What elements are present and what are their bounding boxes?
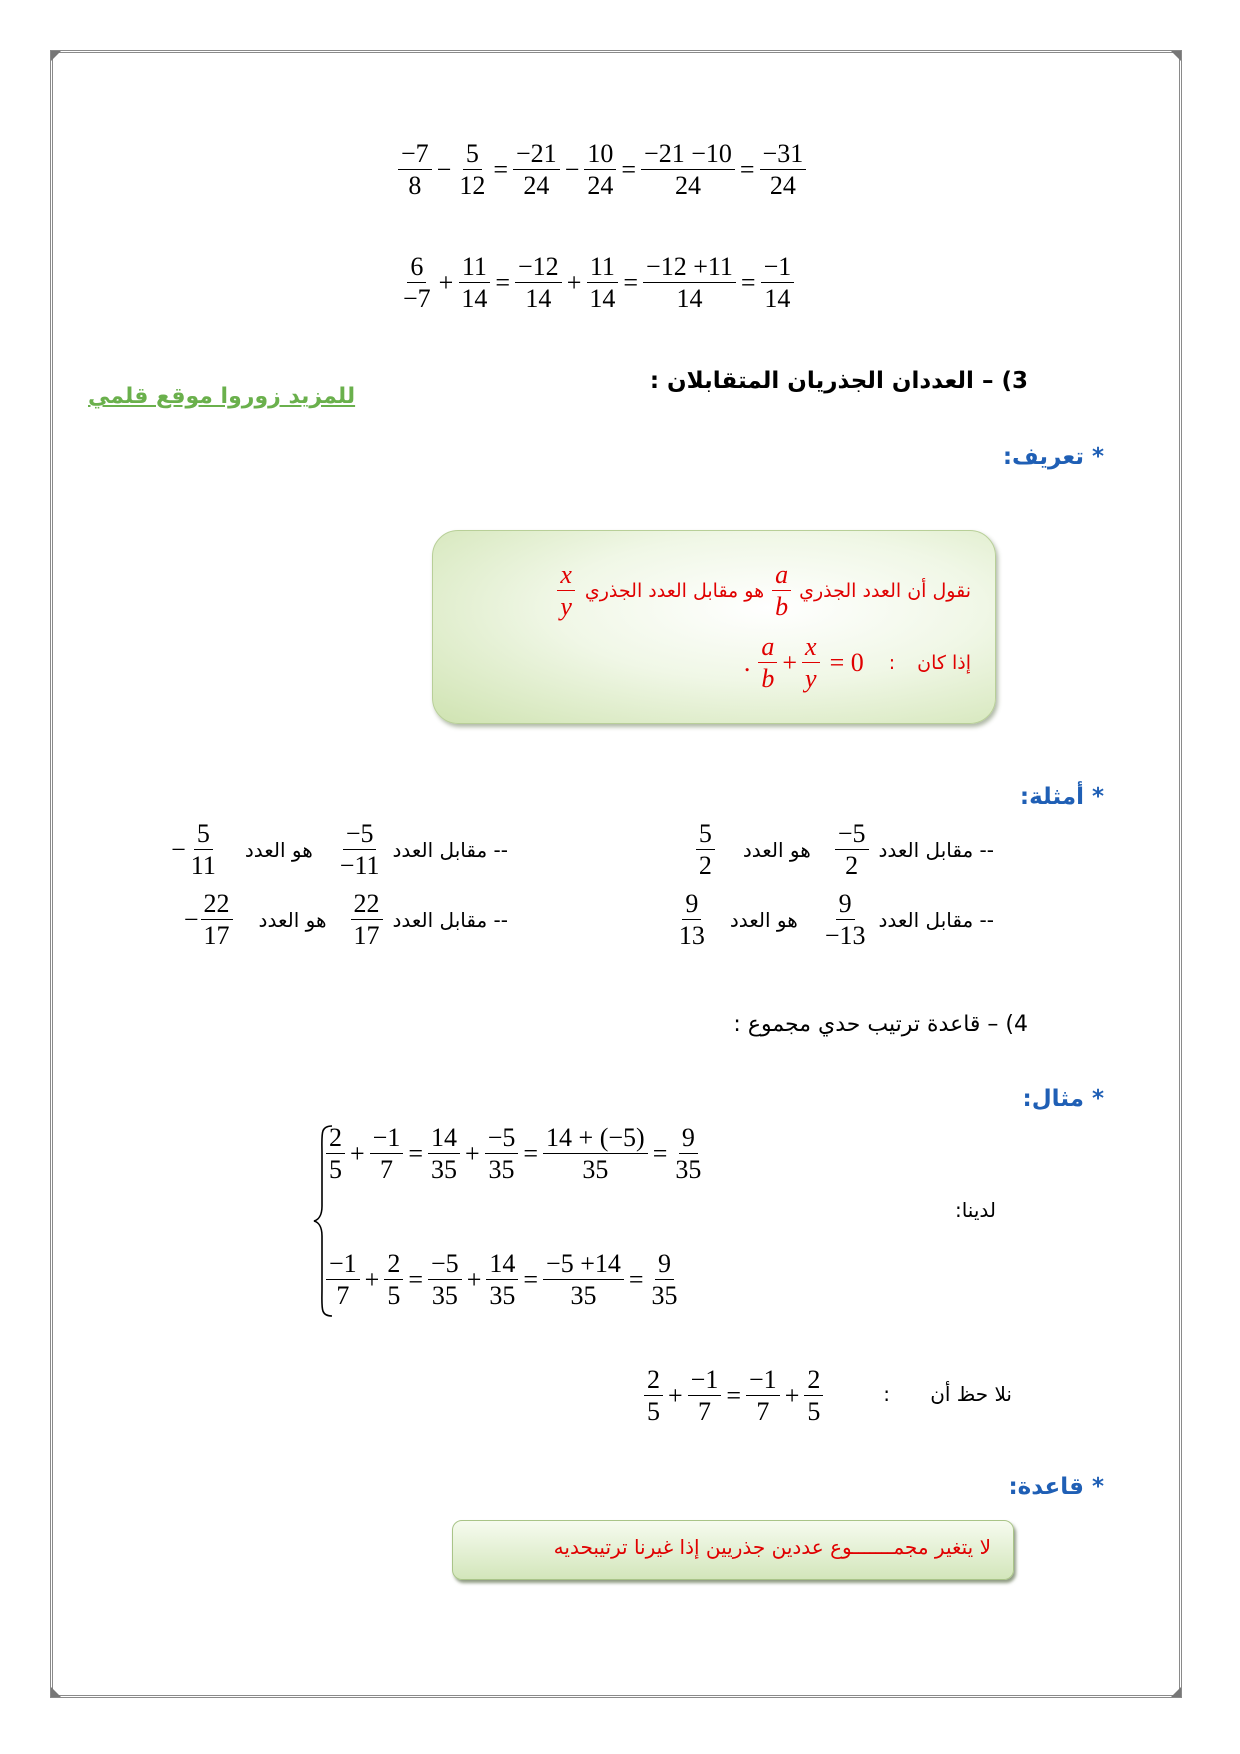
example-opposite-1: -- مقابل العدد $\frac{-5}{2}$ هو العدد $\frac{5}{2}$: [694, 820, 994, 880]
fraction: $\frac{2}{5}$: [384, 1250, 403, 1310]
fraction: $\frac{-1}{7}$: [326, 1250, 360, 1310]
definition-condition: . $\frac{a}{b}$ + $\frac{x}{y}$ = 0: [743, 632, 864, 694]
equation-fraction-subtraction: $\frac{-7}{8}$ − $\frac{5}{12}$ = $\frac{-21}{24}$ − $\frac{10}{24}$ = $\frac{-21 -10}{24}$ = $\frac{-31}{24}$: [396, 140, 808, 200]
notice-colon: :: [883, 1382, 890, 1406]
section-3-title: 3) – العددان الجذريان المتقابلان :: [649, 368, 1028, 394]
fraction-x-over-y: $\frac{x}{y}$: [802, 633, 820, 693]
equation-fraction-addition: $\frac{6}{-7}$ + $\frac{11}{14}$ = $\frac{-12}{14}$ + $\frac{11}{14}$ = $\frac{-12 +11}{14}$ = $\frac{-1}{14}$: [398, 253, 796, 313]
fraction: $\frac{-1}{7}$: [746, 1366, 780, 1426]
examples-label: * أمثلة:: [1019, 784, 1104, 810]
notice-label: نلا حظ أن: [930, 1382, 1012, 1406]
example-opposite-4: -- مقابل العدد $\frac{22}{17}$ هو العدد − $\frac{22}{17}$: [183, 889, 508, 951]
fraction: $\frac{10}{24}$: [584, 140, 616, 200]
fraction: $\frac{5}{2}$: [696, 820, 715, 880]
fraction-a-over-b: $\frac{a}{b}$: [758, 633, 777, 693]
fraction: $\frac{-5}{35}$: [485, 1124, 519, 1184]
fraction: $\frac{6}{-7}$: [403, 252, 431, 314]
promo-link[interactable]: للمزيد زوروا موقع قلمي: [88, 384, 356, 409]
definition-label: * تعريف:: [1002, 444, 1104, 470]
corner-ornament: [51, 1687, 61, 1697]
system-equation-2: $\frac{-1}{7}$ + $\frac{2}{5}$ = $\frac{-5}{35}$ + $\frac{14}{35}$ = $\frac{-5 +14}{35}$ = $\frac{9}{35}$: [324, 1250, 683, 1310]
fraction: $\frac{-21}{24}$: [513, 140, 560, 200]
fraction: $\frac{2}{5}$: [644, 1366, 663, 1426]
fraction: $\frac{-31}{24}$: [760, 140, 807, 200]
fraction: $\frac{5}{12}$: [459, 139, 486, 201]
fraction: $\frac{9}{35}$: [675, 1123, 702, 1185]
fraction: $\frac{14}{35}$: [486, 1250, 518, 1310]
fraction: $\frac{-5}{35}$: [428, 1250, 462, 1310]
fraction: $\frac{22}{17}$: [351, 890, 383, 950]
definition-line-1: نقول أن العدد الجذري $\frac{a}{b}$ هو مقابل العدد الجذري $\frac{x}{y}$: [535, 561, 971, 621]
fraction: $\frac{14}{35}$: [428, 1124, 460, 1184]
rule-label: * قاعدة:: [1008, 1474, 1104, 1500]
corner-ornament: [51, 51, 61, 61]
fraction-x-over-y: $\frac{x}{y}$: [557, 561, 575, 621]
given-label: لدينا:: [954, 1198, 996, 1222]
fraction: $\frac{-12 +11}{14}$: [643, 253, 736, 313]
fraction: $\frac{-12}{14}$: [515, 253, 562, 313]
fraction: $\frac{5}{11}$: [190, 819, 216, 881]
fraction: $\frac{9}{13}$: [678, 889, 705, 951]
corner-ornament: [1171, 1687, 1181, 1697]
section-4-title: 4) – قاعدة ترتيب حدي مجموع :: [733, 1012, 1028, 1037]
fraction: $\frac{-7}{8}$: [398, 140, 432, 200]
fraction: $\frac{-5 +14}{35}$: [543, 1250, 624, 1310]
rule-box: [452, 1520, 1014, 1580]
fraction: $\frac{11}{14}$: [586, 253, 618, 313]
fraction: $\frac{-1}{7}$: [688, 1366, 722, 1426]
fraction: $\frac{11}{14}$: [458, 253, 490, 313]
example-opposite-2: -- مقابل العدد $\frac{-5}{-11}$ هو العدد − $\frac{5}{11}$: [171, 819, 508, 881]
fraction: $\frac{-1}{7}$: [370, 1124, 404, 1184]
fraction-a-over-b: $\frac{a}{b}$: [772, 561, 791, 621]
system-equation-1: $\frac{2}{5}$ + $\frac{-1}{7}$ = $\frac{14}{35}$ + $\frac{-5}{35}$ = $\frac{14 + (-5)}{35}$ = $\frac{9}{35}$: [324, 1124, 706, 1184]
definition-line-2: إذا كان : . $\frac{a}{b}$ + $\frac{x}{y}$ = 0: [741, 633, 971, 693]
fraction: $\frac{-5}{2}$: [835, 820, 869, 880]
example-label: * مثال:: [1022, 1086, 1104, 1112]
fraction: $\frac{2}{5}$: [326, 1124, 345, 1184]
fraction: $\frac{9}{-13}$: [824, 889, 866, 951]
rule-text: لا يتغير مجمـــــــوع عددين جذريين إذا غيرنا ترتيبحديه: [553, 1535, 991, 1559]
commutativity-equation: $\frac{2}{5}$ + $\frac{-1}{7}$ = $\frac{-1}{7}$ + $\frac{2}{5}$: [642, 1366, 825, 1426]
fraction: $\frac{-5}{-11}$: [339, 819, 380, 881]
fraction: $\frac{2}{5}$: [804, 1366, 823, 1426]
example-opposite-3: -- مقابل العدد $\frac{9}{-13}$ هو العدد $\frac{9}{13}$: [674, 890, 994, 950]
corner-ornament: [1171, 51, 1181, 61]
fraction: $\frac{-1}{14}$: [761, 253, 795, 313]
fraction: $\frac{9}{35}$: [651, 1249, 678, 1311]
fraction: $\frac{-21 -10}{24}$: [641, 140, 735, 200]
fraction: $\frac{22}{17}$: [201, 890, 233, 950]
fraction: $\frac{14 + (-5)}{35}$: [543, 1124, 648, 1184]
definition-box: [432, 530, 996, 724]
